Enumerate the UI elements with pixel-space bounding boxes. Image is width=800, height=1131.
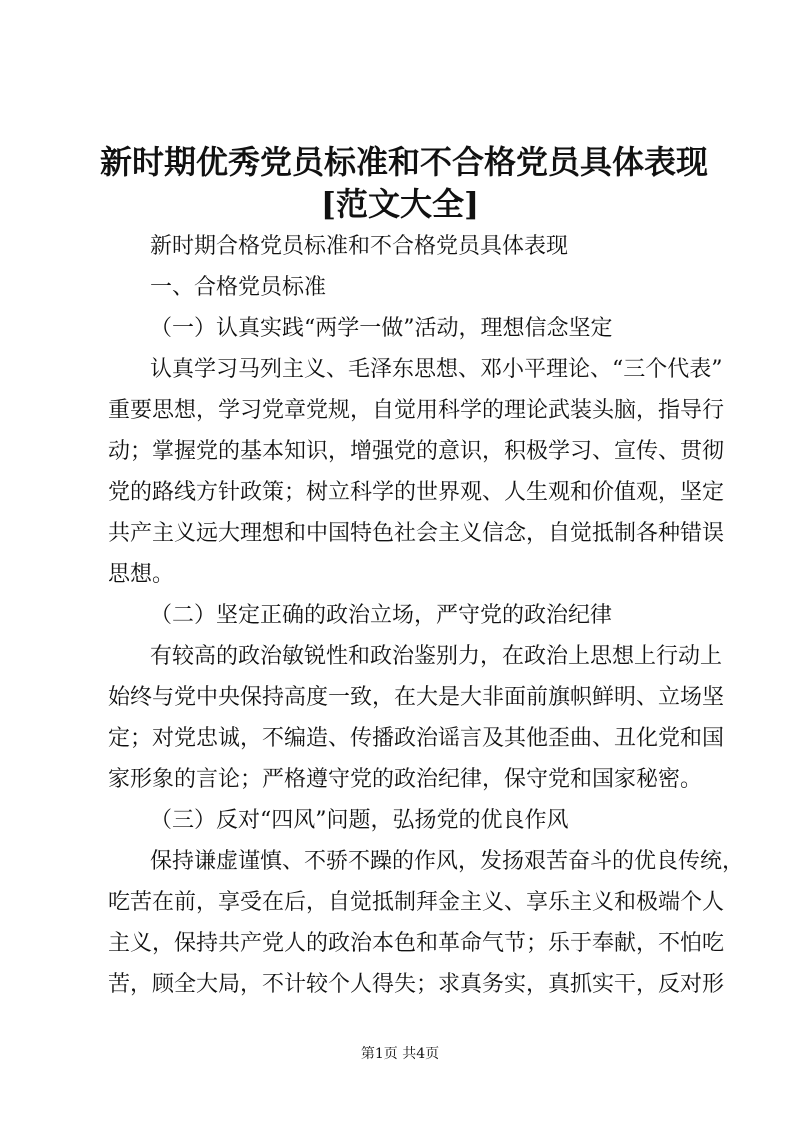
paragraph-3-line-3: 主义，保持共产党人的政治本色和革命气节；乐于奉献，不怕吃	[108, 931, 725, 956]
paragraph-1-line-4: 党的路线方针政策；树立科学的世界观、人生观和价值观，坚定	[108, 480, 725, 505]
paragraph-2-line-3: 定；对党忠诚，不编造、传播政治谣言及其他歪曲、丑化党和国	[108, 726, 725, 751]
paragraph-3-line-4: 苦，顾全大局，不计较个人得失；求真务实，真抓实干，反对形	[108, 972, 725, 997]
section-heading: 一、合格党员标准	[150, 275, 327, 300]
paragraph-1-line-5: 共产主义远大理想和中国特色社会主义信念，自觉抵制各种错误	[108, 521, 725, 546]
paragraph-1-line-6: 思想。	[108, 562, 175, 587]
paragraph-2-line-2: 始终与党中央保持高度一致，在大是大非面前旗帜鲜明、立场坚	[108, 685, 725, 710]
subsection-heading-1: （一）认真实践“两学一做”活动，理想信念坚定	[150, 316, 613, 341]
paragraph-3-line-2: 吃苦在前，享受在后，自觉抵制拜金主义、享乐主义和极端个人	[108, 890, 725, 915]
paragraph-3-line-1: 保持谦虚谨慎、不骄不躁的作风，发扬艰苦奋斗的优良传统，	[150, 849, 745, 874]
paragraph-1-line-2: 重要思想，学习党章党规，自觉用科学的理论武装头脑，指导行	[108, 398, 725, 423]
subtitle-line: 新时期合格党员标准和不合格党员具体表现	[150, 234, 569, 259]
paragraph-1-line-3: 动；掌握党的基本知识，增强党的意识，积极学习、宣传、贯彻	[108, 439, 725, 464]
paragraph-2-line-1: 有较高的政治敏锐性和政治鉴别力，在政治上思想上行动上	[150, 644, 723, 669]
paragraph-1-line-1: 认真学习马列主义、毛泽东思想、邓小平理论、“三个代表”	[150, 357, 723, 382]
document-title-line-1: 新时期优秀党员标准和不合格党员具体表现	[100, 143, 709, 181]
subsection-heading-3: （三）反对“四风”问题，弘扬党的优良作风	[150, 808, 569, 833]
paragraph-2-line-4: 家形象的言论；严格遵守党的政治纪律，保守党和国家秘密。	[108, 767, 703, 792]
document-title-line-2: [范文大全]	[320, 185, 480, 223]
subsection-heading-2: （二）坚定正确的政治立场，严守党的政治纪律	[150, 603, 613, 628]
page-footer: 第1页 共4页	[360, 1046, 440, 1062]
